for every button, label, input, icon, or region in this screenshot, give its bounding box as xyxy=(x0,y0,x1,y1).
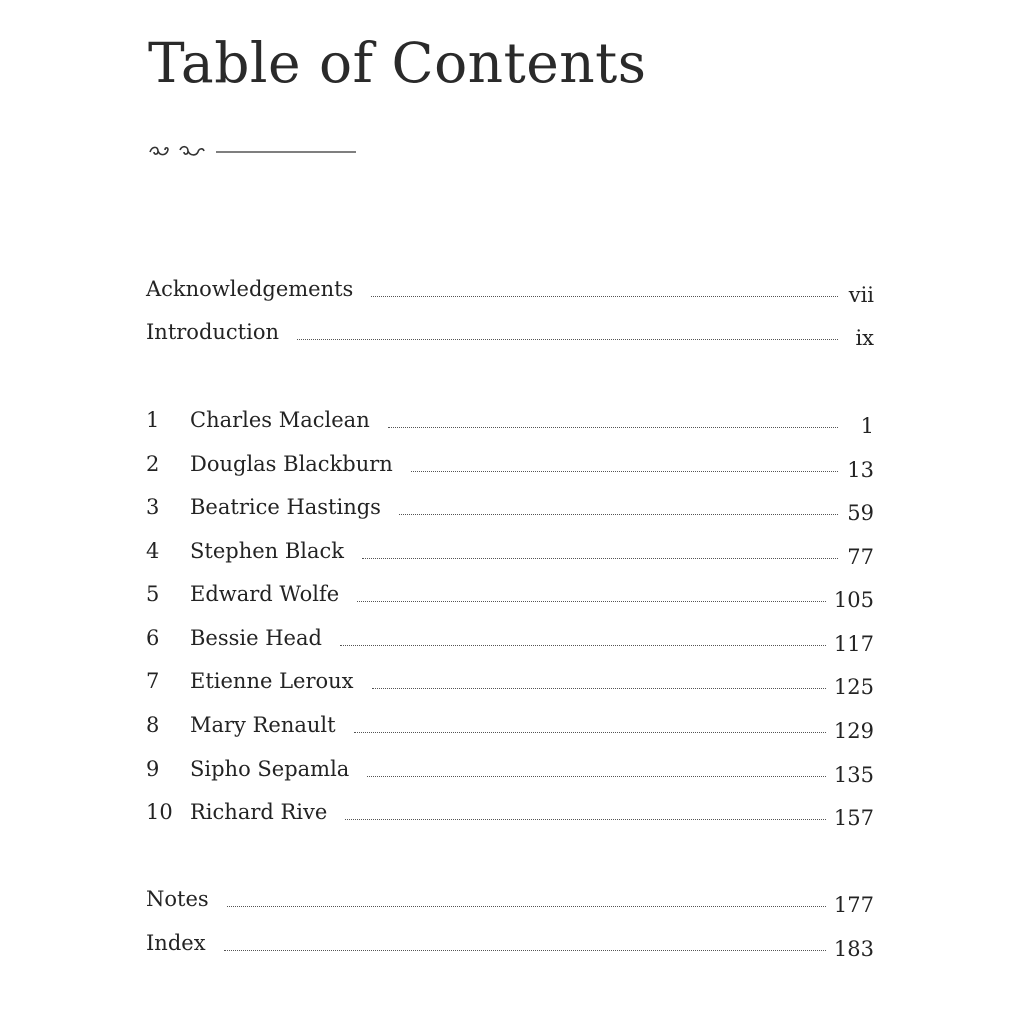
toc-entry-chapter xyxy=(146,664,874,699)
toc-entry-chapter xyxy=(146,621,874,656)
dot-leader xyxy=(371,295,838,297)
entry-page: 1 xyxy=(860,414,874,438)
entry-page: 183 xyxy=(833,937,874,961)
entry-label: Charles Maclean xyxy=(190,408,370,432)
entry-page: 125 xyxy=(833,675,874,699)
entry-label: Index xyxy=(146,931,206,955)
ornament-divider xyxy=(146,142,358,160)
dot-leader xyxy=(388,426,838,428)
entry-label: Beatrice Hastings xyxy=(190,495,381,519)
entry-page: ix xyxy=(855,326,874,350)
entry-label: Edward Wolfe xyxy=(190,582,340,606)
toc-entry-chapter xyxy=(146,577,874,612)
entry-page: 129 xyxy=(833,719,874,743)
page-title: Table of Contents xyxy=(148,31,647,95)
chapter-number: 7 xyxy=(146,669,160,693)
entry-label: Etienne Leroux xyxy=(190,669,354,693)
toc-entry-chapter xyxy=(146,447,874,482)
entry-page: 117 xyxy=(833,632,874,656)
chapter-number: 4 xyxy=(146,539,160,563)
toc-entry-index xyxy=(146,926,874,961)
entry-label: Douglas Blackburn xyxy=(190,452,393,476)
dot-leader xyxy=(362,557,838,559)
dot-leader xyxy=(411,470,838,472)
toc-entry-chapter xyxy=(146,534,874,569)
chapter-number: 6 xyxy=(146,626,160,650)
toc-entry-introduction xyxy=(146,315,874,350)
entry-label: Mary Renault xyxy=(190,713,336,737)
entry-label: Introduction xyxy=(146,320,279,344)
dot-leader xyxy=(357,600,826,602)
dot-leader xyxy=(372,687,826,689)
entry-page: 135 xyxy=(833,763,874,787)
entry-label: Stephen Black xyxy=(190,539,345,563)
chapter-number: 2 xyxy=(146,452,160,476)
entry-page: 13 xyxy=(847,458,874,482)
entry-page: 77 xyxy=(847,545,874,569)
entry-label: Sipho Sepamla xyxy=(190,757,350,781)
toc-entry-acknowledgements xyxy=(146,272,874,307)
entry-label: Notes xyxy=(146,887,209,911)
scroll-ornament-icon xyxy=(150,147,168,154)
dot-leader xyxy=(367,775,826,777)
chapter-number: 5 xyxy=(146,582,160,606)
toc-entry-notes xyxy=(146,882,874,917)
chapter-number: 9 xyxy=(146,757,160,781)
dot-leader xyxy=(354,731,826,733)
scroll-ornament-icon xyxy=(180,147,204,155)
entry-label: Bessie Head xyxy=(190,626,322,650)
chapter-number: 8 xyxy=(146,713,160,737)
dot-leader xyxy=(297,338,838,340)
dot-leader xyxy=(340,644,826,646)
dot-leader xyxy=(227,905,826,907)
entry-label: Richard Rive xyxy=(190,800,328,824)
dot-leader xyxy=(399,513,838,515)
entry-page: 157 xyxy=(833,806,874,830)
toc-entry-chapter xyxy=(146,795,874,830)
chapter-number: 1 xyxy=(146,408,160,432)
entry-page: 105 xyxy=(833,588,874,612)
entry-page: vii xyxy=(848,283,874,307)
entry-page: 59 xyxy=(847,501,874,525)
entry-label: Acknowledgements xyxy=(146,277,354,301)
dot-leader xyxy=(345,818,826,820)
toc-entry-chapter xyxy=(146,490,874,525)
chapter-number: 10 xyxy=(146,800,173,824)
entry-page: 177 xyxy=(833,893,874,917)
toc-entry-chapter xyxy=(146,752,874,787)
toc-entry-chapter xyxy=(146,403,874,438)
toc-entry-chapter xyxy=(146,708,874,743)
dot-leader xyxy=(224,949,826,951)
chapter-number: 3 xyxy=(146,495,160,519)
